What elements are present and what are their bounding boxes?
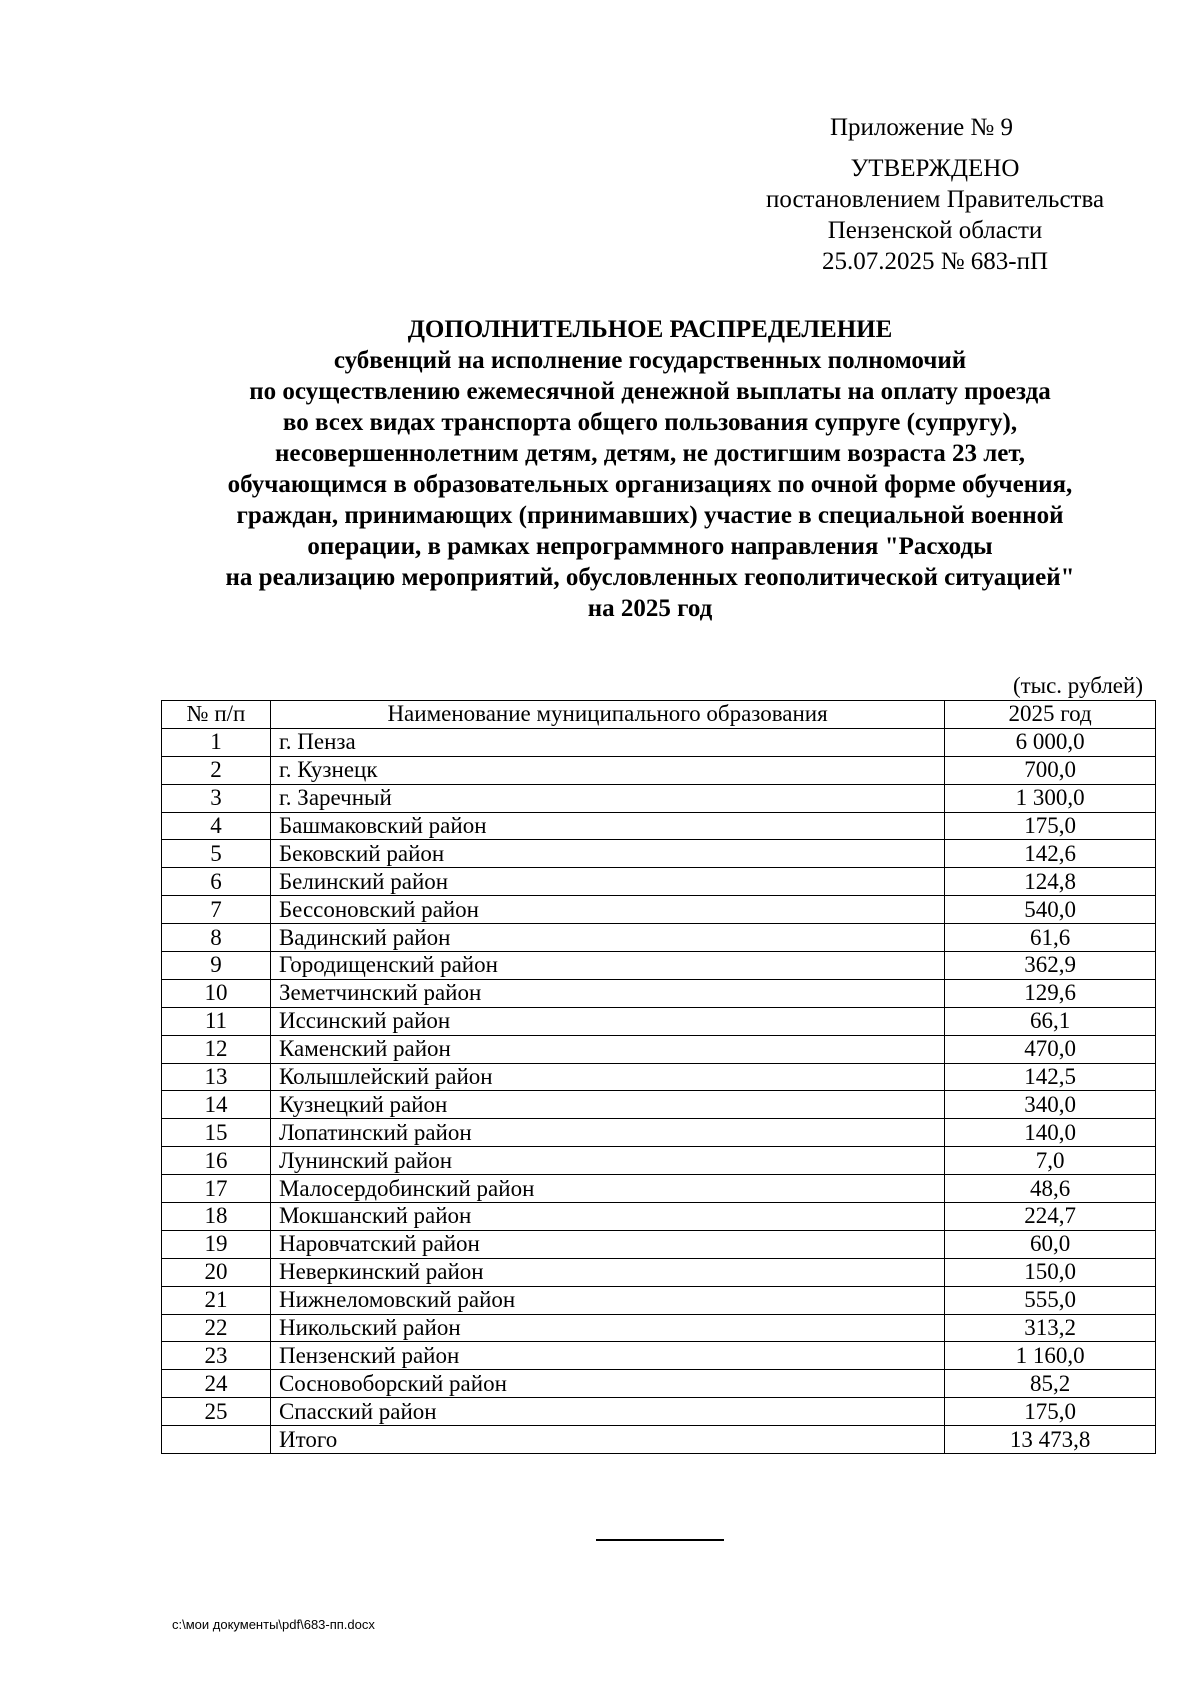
municipality-name: Иссинский район [270,1007,944,1035]
table-row [162,784,1156,812]
amount-value: 48,6 [945,1175,1156,1203]
title-line: на 2025 год [587,595,713,622]
municipality-name: г. Кузнецк [270,756,944,784]
table-row [162,1091,1156,1119]
amount-value: 700,0 [945,756,1156,784]
table-row [162,1175,1156,1203]
table-row [162,1258,1156,1286]
table-row [162,896,1156,924]
row-number: 6 [162,868,271,896]
municipality-name: Каменский район [270,1035,944,1063]
municipality-name: Бессоновский район [270,896,944,924]
table-row [162,924,1156,952]
row-number: 9 [162,952,271,980]
municipality-name: Городищенский район [270,952,944,980]
municipality-name: Мокшанский район [270,1203,944,1231]
table-row [162,1035,1156,1063]
row-number: 15 [162,1119,271,1147]
amount-value: 313,2 [945,1314,1156,1342]
municipality-name: Лопатинский район [270,1119,944,1147]
municipality-name: Сосновоборский район [270,1370,944,1398]
total-row [162,1426,1156,1454]
title-line: ДОПОЛНИТЕЛЬНОЕ РАСПРЕДЕЛЕНИЕ [407,316,893,343]
title-line: операции, в рамках непрограммного направления "Расходы [307,533,993,560]
row-number: 7 [162,896,271,924]
table-row [162,1370,1156,1398]
table-row [162,1119,1156,1147]
approved-label: УТВЕРЖДЕНО [850,155,1020,182]
row-number: 8 [162,924,271,952]
table-row [162,728,1156,756]
municipality-name: Башмаковский район [270,812,944,840]
row-number: 20 [162,1258,271,1286]
municipality-name: Нижнеломовский район [270,1286,944,1314]
row-number: 21 [162,1286,271,1314]
table-row [162,1063,1156,1091]
units-label: (тыс. рублей) [1012,673,1143,698]
amount-value: 224,7 [945,1203,1156,1231]
row-number: 5 [162,840,271,868]
amount-value: 85,2 [945,1370,1156,1398]
table-row [162,840,1156,868]
header-municipality: Наименование муниципального образования [270,701,944,729]
title-line: по осуществлению ежемесячной денежной выплаты на оплату проезда [249,378,1051,405]
amount-value: 61,6 [945,924,1156,952]
row-number: 13 [162,1063,271,1091]
row-number: 24 [162,1370,271,1398]
document-title [100,314,1200,624]
amount-value: 175,0 [945,812,1156,840]
table-row [162,868,1156,896]
table-row [162,812,1156,840]
row-number: 18 [162,1203,271,1231]
header-year: 2025 год [945,701,1156,729]
municipality-name: Неверкинский район [270,1258,944,1286]
closing-rule [596,1539,724,1541]
title-line: субвенций на исполнение государственных полномочий [333,347,967,374]
amount-value: 66,1 [945,1007,1156,1035]
amount-value: 1 300,0 [945,784,1156,812]
approval-block [740,112,1150,277]
row-number: 22 [162,1314,271,1342]
amount-value: 1 160,0 [945,1342,1156,1370]
total-municipality-name: Итого [270,1426,944,1454]
municipality-name: Пензенский район [270,1342,944,1370]
table-header-row [162,701,1156,729]
municipality-name: Малосердобинский район [270,1175,944,1203]
amount-value: 140,0 [945,1119,1156,1147]
table-row [162,952,1156,980]
title-line: на реализацию мероприятий, обусловленных геополитической ситуацией" [225,564,1075,591]
amount-value: 60,0 [945,1230,1156,1258]
total-row-number [162,1426,271,1454]
table-row [162,1342,1156,1370]
amount-value: 6 000,0 [945,728,1156,756]
title-line: несовершеннолетним детям, детям, не достигшим возраста 23 лет, [275,440,1025,467]
row-number: 12 [162,1035,271,1063]
municipality-name: Никольский район [270,1314,944,1342]
table-row [162,1314,1156,1342]
row-number: 19 [162,1230,271,1258]
table-row [162,1007,1156,1035]
table-body [162,728,1156,1453]
title-line: граждан, принимающих (принимавших) участие в специальной военной [236,502,1064,529]
row-number: 1 [162,728,271,756]
approved-by: постановлением Правительства [765,186,1105,213]
row-number: 14 [162,1091,271,1119]
row-number: 10 [162,979,271,1007]
row-number: 25 [162,1398,271,1426]
amount-value: 470,0 [945,1035,1156,1063]
municipality-name: Земетчинский район [270,979,944,1007]
file-path: c:\мои документы\pdf\683-пп.docx [172,1617,375,1632]
row-number: 16 [162,1147,271,1175]
title-line: во всех видах транспорта общего пользования супруге (супругу), [282,409,1018,436]
amount-value: 340,0 [945,1091,1156,1119]
row-number: 3 [162,784,271,812]
amount-value: 142,6 [945,840,1156,868]
municipality-name: г. Заречный [270,784,944,812]
row-number: 11 [162,1007,271,1035]
municipality-name: Спасский район [270,1398,944,1426]
distribution-table [161,700,1156,1454]
approved-date-number: 25.07.2025 № 683-пП [821,248,1049,275]
amount-value: 362,9 [945,952,1156,980]
header-number: № п/п [162,701,271,729]
table-row [162,1286,1156,1314]
table-row [162,1230,1156,1258]
municipality-name: Вадинский район [270,924,944,952]
amount-value: 555,0 [945,1286,1156,1314]
row-number: 17 [162,1175,271,1203]
table-row [162,756,1156,784]
municipality-name: Лунинский район [270,1147,944,1175]
amount-value: 7,0 [945,1147,1156,1175]
municipality-name: Наровчатский район [270,1230,944,1258]
municipality-name: Колышлейский район [270,1063,944,1091]
amount-value: 129,6 [945,979,1156,1007]
table-row [162,1147,1156,1175]
row-number: 2 [162,756,271,784]
table-row [162,1203,1156,1231]
approval-stamp [740,153,1130,277]
amount-value: 142,5 [945,1063,1156,1091]
municipality-name: Белинский район [270,868,944,896]
approved-region: Пензенской области [827,217,1043,244]
municipality-name: Бековский район [270,840,944,868]
amount-value: 540,0 [945,896,1156,924]
total-amount-value: 13 473,8 [945,1426,1156,1454]
amount-value: 175,0 [945,1398,1156,1426]
title-line: обучающимся в образовательных организациях по очной форме обучения, [227,471,1073,498]
amount-value: 124,8 [945,868,1156,896]
table-row [162,1398,1156,1426]
row-number: 23 [162,1342,271,1370]
amount-value: 150,0 [945,1258,1156,1286]
municipality-name: Кузнецкий район [270,1091,944,1119]
table-row [162,979,1156,1007]
row-number: 4 [162,812,271,840]
municipality-name: г. Пенза [270,728,944,756]
appendix-number: Приложение № 9 [830,114,1014,141]
